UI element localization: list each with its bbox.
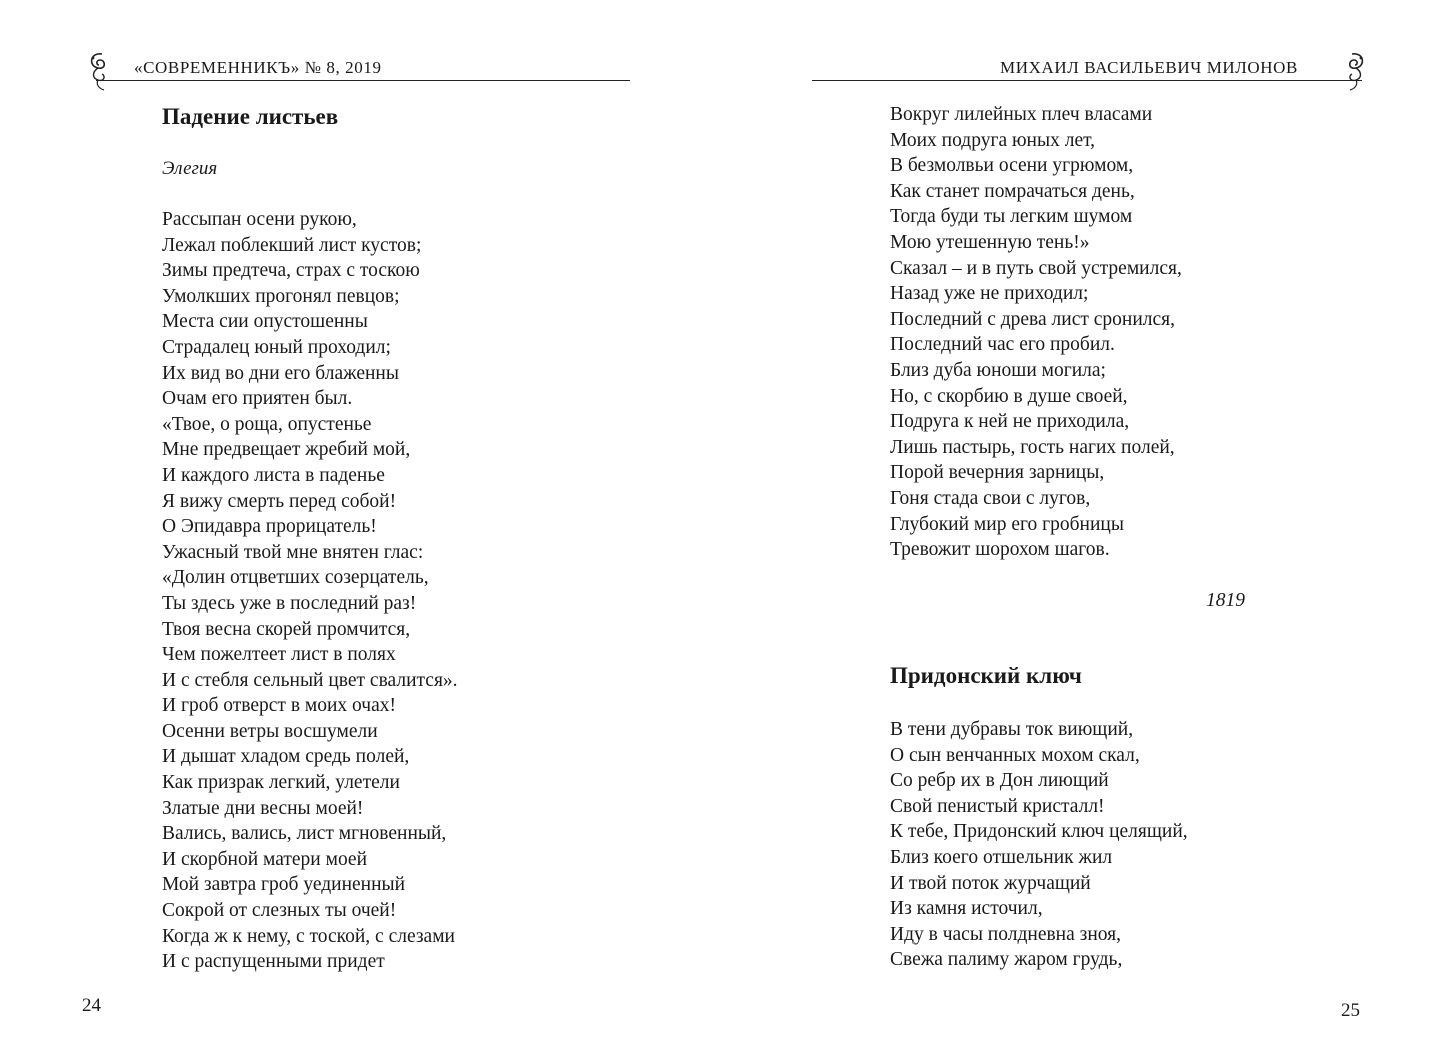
verse-line: К тебе, Придонский ключ целящий, <box>890 821 1188 843</box>
verse-line: Твоя весна скорей промчится, <box>162 618 411 640</box>
verse-line: Златые дни весны моей! <box>162 797 364 819</box>
verse-line: Вокруг лилейных плеч власами <box>890 104 1153 125</box>
verse-line: Свежа палиму жаром грудь, <box>890 949 1123 971</box>
verse-line: В тени дубравы ток виющий, <box>890 719 1134 740</box>
poem-title: Придонский ключ <box>890 663 1082 688</box>
verse-line: Вались, вались, лист мгновенный, <box>162 823 447 845</box>
verse-line: Сокрой от слезных ты очей! <box>162 900 397 922</box>
verse-line: И твой поток журчащий <box>890 872 1091 894</box>
verse-line: Из камня источил, <box>890 898 1043 920</box>
verse-line: Близ дуба юноши могила; <box>890 359 1106 381</box>
running-head: МИХАИЛ ВАСИЛЬЕВИЧ МИЛОНОВ <box>1000 58 1298 77</box>
poem-verse-continued <box>890 102 1182 563</box>
verse-line: Моих подруга юных лет, <box>890 129 1096 151</box>
verse-line: Мой завтра гроб уединенный <box>162 874 406 896</box>
verse-line: Подруга к ней не приходила, <box>890 411 1130 433</box>
poem-title: Падение листьев <box>162 104 339 129</box>
verse-line: Последний час его пробил. <box>890 334 1115 356</box>
verse-line: Ты здесь уже в последний раз! <box>162 592 417 614</box>
verse-line: Тогда буди ты легким шумом <box>890 206 1133 228</box>
verse-line: И каждого листа в паденье <box>162 464 385 486</box>
right-page <box>724 0 1448 1045</box>
poem-verse <box>162 207 458 975</box>
verse-line: «Долин отцветших созерцатель, <box>162 567 429 589</box>
verse-line: Последний с древа лист сронился, <box>890 308 1176 330</box>
verse-line: Очам его приятен был. <box>162 388 353 410</box>
verse-line: Страдалец юный проходил; <box>162 336 391 358</box>
verse-line: Как призрак легкий, улетели <box>162 772 400 794</box>
page-number: 24 <box>82 995 101 1016</box>
verse-line: Гоня стада свои с лугов, <box>890 487 1091 509</box>
verse-line: Осенни ветры восшумели <box>162 720 378 742</box>
verse-line: И гроб отверст в моих очах! <box>162 695 396 717</box>
verse-line: И с распущенными придет <box>162 951 385 973</box>
verse-line: Места сии опустошенны <box>162 311 368 333</box>
verse-line: Когда ж к нему, с тоской, с слезами <box>162 925 455 947</box>
poem-verse <box>890 717 1188 973</box>
verse-line: Я вижу смерть перед собой! <box>162 490 397 512</box>
verse-line: Мою утешенную тень!» <box>890 231 1090 253</box>
verse-line: Назад уже не приходил; <box>890 283 1089 305</box>
flourish-ornament-icon <box>84 48 112 92</box>
verse-line: И с стебля сельный цвет свалится». <box>162 669 458 691</box>
verse-line: «Твое, о роща, опустенье <box>162 413 372 435</box>
verse-line: В безмолвьи осени угрюмом, <box>890 155 1134 177</box>
page-number: 25 <box>1341 1000 1360 1021</box>
verse-line: Но, с скорбию в душе своей, <box>890 385 1128 407</box>
running-head: «СОВРЕМЕННИКЪ» № 8, 2019 <box>134 58 382 77</box>
verse-line: Лишь пастырь, гость нагих полей, <box>890 436 1175 458</box>
verse-line: О Эпидавра прорицатель! <box>162 516 377 538</box>
header-rule <box>96 80 630 81</box>
verse-line: Лежал поблекший лист кустов; <box>162 234 422 256</box>
verse-line: Свой пенистый кристалл! <box>890 795 1105 817</box>
flourish-ornament-icon <box>1342 48 1370 92</box>
verse-line: Глубокий мир его гробницы <box>890 513 1124 535</box>
verse-line: И дышат хладом средь полей, <box>162 746 410 768</box>
poem-year: 1819 <box>1206 590 1245 611</box>
verse-line: Умолкших прогонял певцов; <box>162 285 400 307</box>
verse-line: Близ коего отшельник жил <box>890 846 1113 868</box>
verse-line: И скорбной матери моей <box>162 848 368 870</box>
verse-line: Тревожит шорохом шагов. <box>890 539 1110 561</box>
verse-line: Сказал – и в путь свой устремился, <box>890 257 1182 279</box>
verse-line: Их вид во дни его блаженны <box>162 362 399 384</box>
verse-line: Порой вечерния зарницы, <box>890 462 1105 484</box>
verse-line: Ужасный твой мне внятен глас: <box>162 541 424 563</box>
verse-line: Как станет помрачаться день, <box>890 180 1135 202</box>
verse-line: Чем пожелтеет лист в полях <box>162 644 396 666</box>
verse-line: О сын венчанных мохом скал, <box>890 744 1140 766</box>
verse-line: Зимы предтеча, страх с тоскою <box>162 260 420 282</box>
poem-subtitle: Элегия <box>162 158 218 179</box>
verse-line: Мне предвещает жребий мой, <box>162 439 411 461</box>
verse-line: Иду в часы полдневна зноя, <box>890 923 1122 945</box>
verse-line: Со ребр их в Дон лиющий <box>890 770 1109 792</box>
header-rule <box>812 80 1362 81</box>
verse-line: Рассыпан осени рукою, <box>162 209 357 230</box>
